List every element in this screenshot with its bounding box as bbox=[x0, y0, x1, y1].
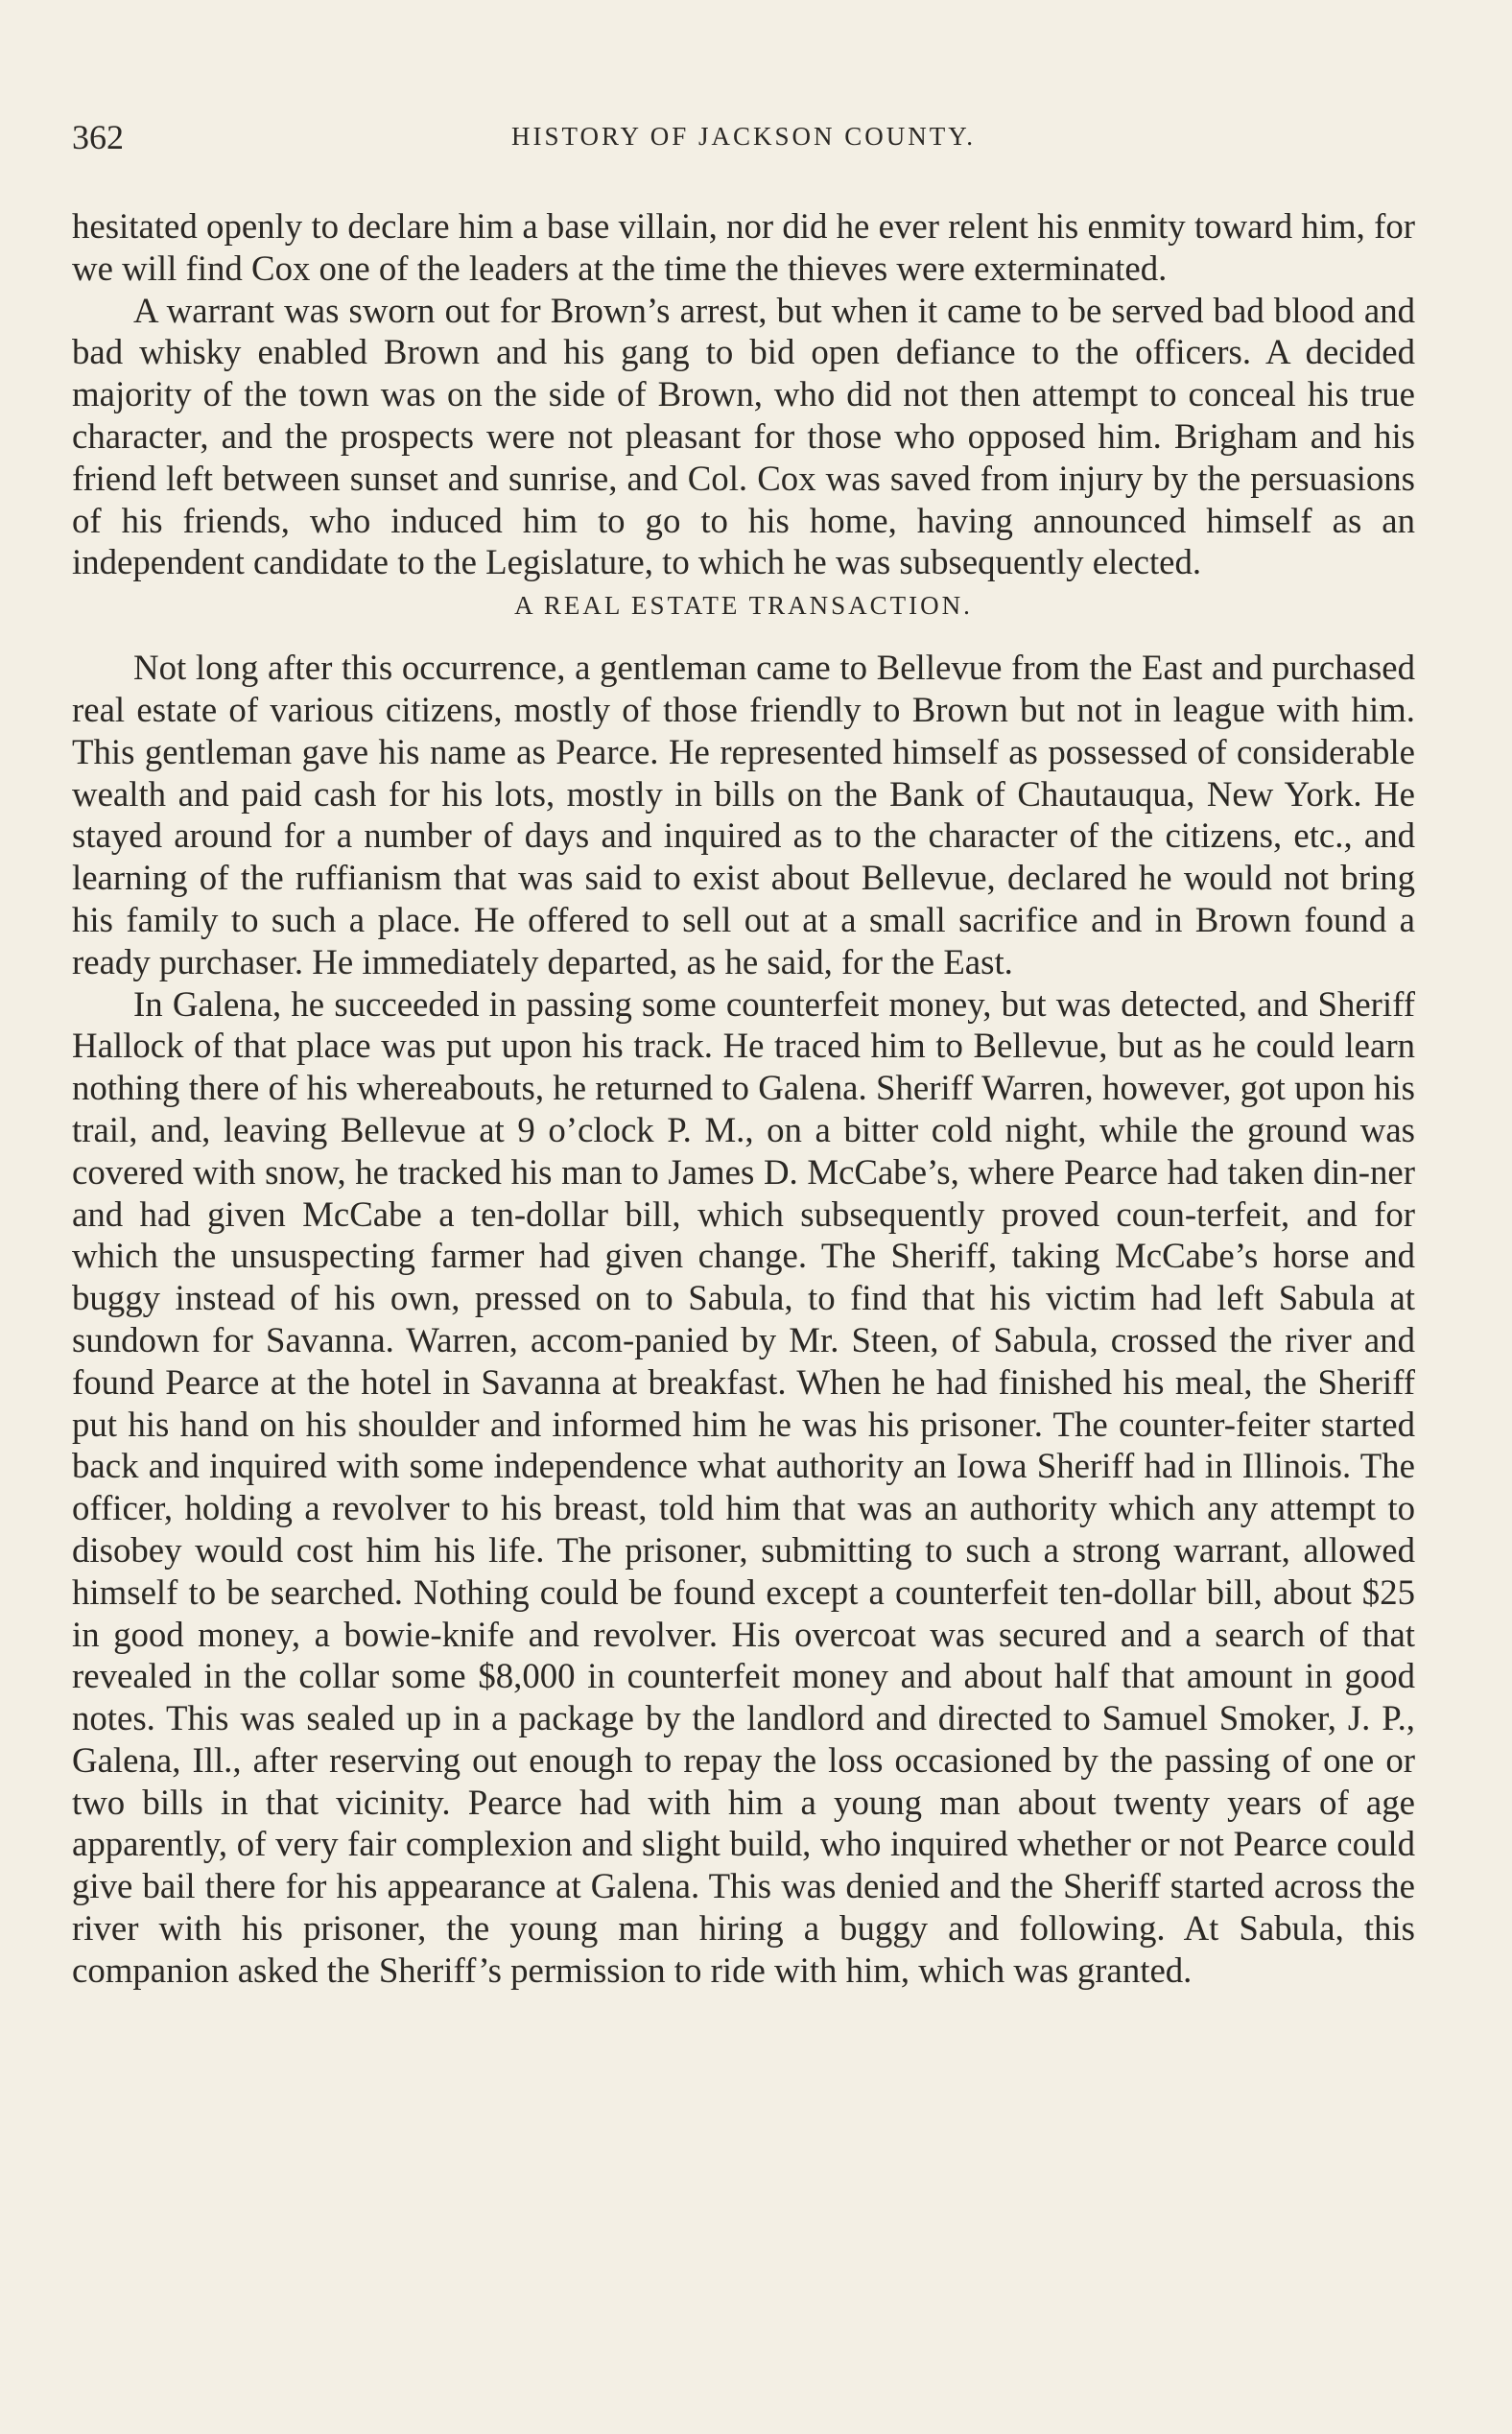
running-header bbox=[72, 107, 1415, 165]
paragraph-warrant: A warrant was sworn out for Brown’s arrest, but when it came to be served bad blood and bad whisky enabled Brown and his gang to bid open defiance to the officers. A decided majority of the town was on the side of Brown, who did not then attempt to conceal his true character, and the prospects were not pleasant for those who opposed him. Brigham and his friend left between sunset and sunrise, and Col. Cox was saved from injury by the persuasions of his friends, who induced him to go to his home, having announced himself as an independent candidate to the Legislature, to which he was subsequently elected. bbox=[72, 290, 1415, 582]
page-number: 362 bbox=[72, 118, 124, 156]
section-heading: A REAL ESTATE TRANSACTION. bbox=[514, 591, 973, 621]
paragraph-real-estate: Not long after this occurrence, a gentleman came to Bellevue from the East and purchased real estate of various citizens, mostly of those friendly to Brown but not in league with him. This gentleman gave his name as Pearce. He represented himself as possessed of considerable wealth and paid cash for his lots, mostly in bills on the Bank of Chautauqua, New York. He stayed around for a number of days and inquired as to the character of the citizens, etc., and learning of the ruffianism that was said to exist about Bellevue, declared he would not bring his family to such a place. He offered to sell out at a small sacrifice and in Brown found a ready purchaser. He immediately departed, as he said, for the East. bbox=[72, 648, 1415, 981]
running-title: HISTORY OF JACKSON COUNTY. bbox=[510, 122, 977, 151]
paragraph-galena: In Galena, he succeeded in passing some counterfeit money, but was detected, and Sheriff Hallock of that place was put upon his track. He traced him to Bellevue, but as he could learn nothing there of his whereabouts, he returned to Galena. Sheriff Warren, however, got upon his trail, and, leaving Bellevue at 9 o’clock P. M., on a bitter cold night, while the ground was covered with snow, he tracked his man to James D. McCabe’s, where Pearce had taken din-ner and had given McCabe a ten-dollar bill, which subsequently proved coun-terfeit, and for which the unsuspecting farmer had given change. The Sheriff, taking McCabe’s horse and buggy instead of his own, pressed on to Sabula, to find that his victim had left Sabula at sundown for Savanna. Warren, accom-panied by Mr. Steen, of Sabula, crossed the river and found Pearce at the hotel in Savanna at breakfast. When he had finished his meal, the Sheriff put his hand on his shoulder and informed him he was his prisoner. The counter-feiter started back and inquired with some independence what authority an Iowa Sheriff had in Illinois. The officer, holding a revolver to his breast, told him that was an authority which any attempt to disobey would cost him his life. The prisoner, submitting to such a strong warrant, allowed himself to be searched. Nothing could be found except a counterfeit ten-dollar bill, about $25 in good money, a bowie-knife and revolver. His overcoat was secured and a search of that revealed in the collar some $8,000 in counterfeit money and about half that amount in good notes. This was sealed up in a package by the landlord and directed to Samuel Smoker, J. P., Galena, Ill., after reserving out enough to repay the loss occasioned by the passing of one or two bills in that vicinity. Pearce had with him a young man about twenty years of age apparently, of very fair complexion and slight build, who inquired whether or not Pearce could give bail there for his appearance at Galena. This was denied and the Sheriff started across the river with his prisoner, the young man hiring a buggy and following. At Sabula, this companion asked the Sheriff’s permission to ride with him, which was granted. bbox=[72, 983, 1415, 1990]
paragraph-continued: hesitated openly to declare him a base villain, nor did he ever relent his enmity toward him, for we will find Cox one of the leaders at the time the thieves were exterminated. bbox=[72, 206, 1415, 288]
book-page bbox=[72, 107, 1415, 1992]
body-text bbox=[72, 205, 1415, 1992]
